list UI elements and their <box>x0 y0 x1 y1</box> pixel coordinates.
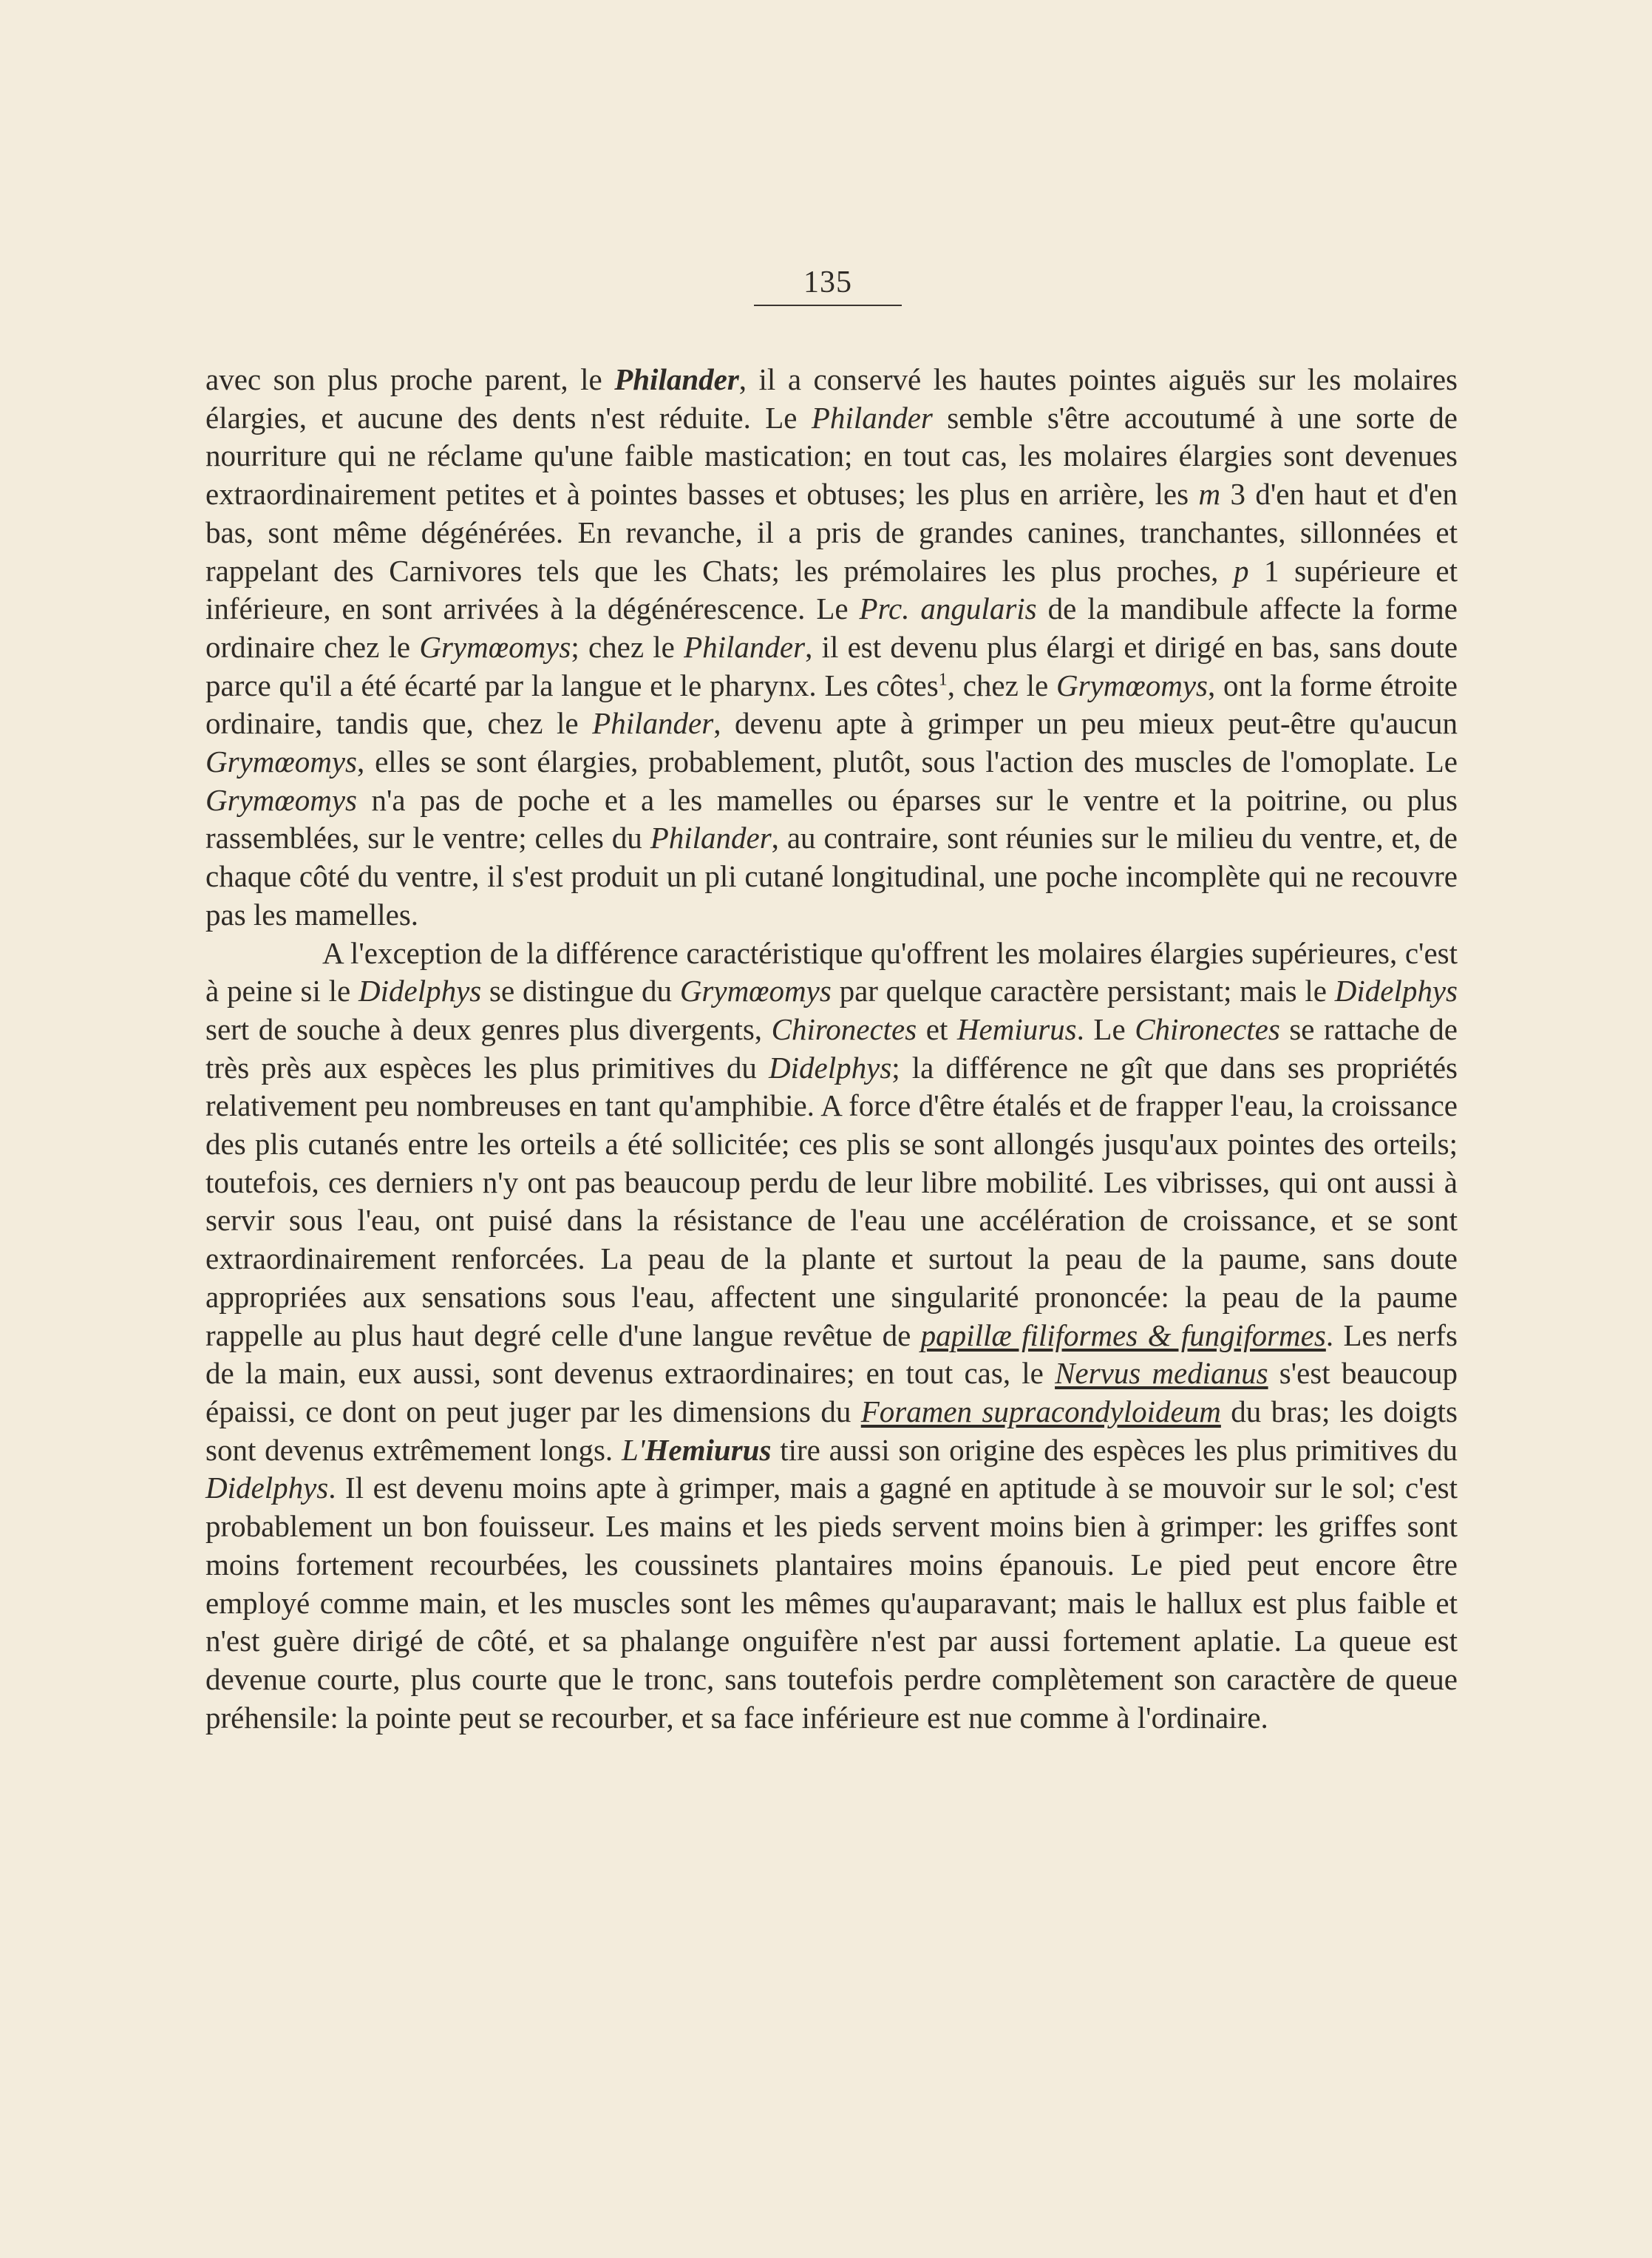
text-segment: , il est devenu plus élargi et dirigé en bas, sans doute parce qu'il a été écarté par la langue et le pharynx. Les côtes <box>205 629 1458 702</box>
text-segment: Didelphys <box>358 974 482 1008</box>
text-segment: Chironectes <box>771 1011 917 1046</box>
text-segment: m <box>1198 477 1221 512</box>
text-segment: se distingue du <box>481 974 680 1008</box>
text-segment: se rattache de très près aux espèces les plus primitives du <box>205 1011 1458 1085</box>
text-segment: tire aussi son origine des espèces les plus primitives du <box>771 1432 1458 1467</box>
text-segment: . Le <box>1076 1011 1135 1046</box>
header-rule <box>754 305 902 306</box>
text-segment: , chez le <box>947 668 1056 702</box>
text-segment: Philander <box>650 821 772 855</box>
text-segment: p <box>1233 553 1249 588</box>
text-segment: Grymœomys <box>205 782 357 817</box>
text-segment: de la mandibule affecte la forme ordinaire chez le <box>205 591 1458 664</box>
text-segment: Chironectes <box>1135 1011 1280 1046</box>
text-segment: , devenu apte à grimper un peu mieux peut-être qu'aucun <box>713 706 1458 741</box>
text-segment: Philander <box>684 629 806 664</box>
text-segment: 1 supérieure et inférieure, en sont arrivées à la dégénérescence. Le <box>205 553 1458 626</box>
body-text <box>205 361 1458 1737</box>
text-segment: sert de souche à deux genres plus divergents, <box>205 1011 772 1046</box>
text-segment: A l'exception de la différence caractéristique qu'offrent les molaires élargies supérieures, c'est à peine si le <box>205 935 1458 1008</box>
text-segment: Grymœomys <box>205 745 357 779</box>
text-segment: Hemiurus <box>956 1011 1077 1046</box>
text-segment: , elles se sont élargies, probablement, plutôt, sous l'action des muscles de l'omoplate. Le <box>356 745 1458 779</box>
text-segment: ; la différence ne gît que dans ses propriétés relativement peu nombreuses en tant qu'amphibie. A force d'être étalés et de frapper l'eau, la croissance des plis cutanés entre les orteils a été sollicitée; ces plis se sont allongés jusqu'aux pointes des orteils; toutefois, ces derniers n'y ont pas beaucoup perdu de leur libre mobilité. Les vibrisses, qui ont aussi à servir sous l'eau, ont puisé dans la résistance de l'eau une accélération de croissance, et se sont extraordinairement renforcées. La peau de la plante et surtout la peau de la paume, sans doute appropriées aux sensations sous l'eau, affectent une singularité prononcée: la peau de la paume rappelle au plus haut degré celle d'une langue revêtue de <box>205 1050 1458 1352</box>
text-segment: semble s'être accoutumé à une sorte de nourriture qui ne réclame qu'une faible mastication; en tout cas, les molaires élargies sont devenues extraordinairement petites et à pointes basses et obtuses; les plus en arrière, les <box>205 400 1458 512</box>
text-segment: Didelphys <box>1334 974 1458 1008</box>
page-number: 135 <box>803 265 852 299</box>
text-segment: n'a pas de poche et a les mamelles ou éparses sur le ventre et la poitrine, ou plus rassemblées, sur le ventre; celles du <box>205 782 1458 855</box>
text-segment: s'est beaucoup épaissi, ce dont on peut juger par les dimensions du <box>205 1356 1458 1428</box>
text-segment: Hemiurus <box>645 1432 772 1467</box>
text-segment: Grymœomys <box>419 629 571 664</box>
text-segment: Nervus medianus <box>1055 1356 1268 1391</box>
text-segment: , ont la forme étroite ordinaire, tandis que, chez le <box>205 668 1458 741</box>
text-segment: Philander <box>811 400 933 435</box>
text-segment: , au contraire, sont réunies sur le milieu du ventre, et, de chaque côté du ventre, il s'est produit un pli cutané longitudinal, une poche incomplète qui ne recouvre pas les mamelles. <box>205 821 1458 932</box>
text-segment: Foramen supracondyloideum <box>860 1394 1221 1428</box>
text-segment: Grymœomys <box>679 974 832 1008</box>
text-segment: Philander <box>592 706 714 741</box>
text-segment: ; chez le <box>571 629 684 664</box>
text-segment: L' <box>621 1432 645 1467</box>
text-segment: Grymœomys <box>1056 668 1208 702</box>
text-segment: et <box>917 1011 957 1046</box>
text-segment: par quelque caractère persistant; mais le <box>831 974 1335 1008</box>
text-segment: du bras; les doigts sont devenus extrêmement longs. <box>205 1394 1458 1467</box>
text-segment: , il a conservé les hautes pointes aiguës sur les molaires élargies, et aucune des dents n'est réduite. Le <box>205 362 1458 435</box>
text-segment: Prc. angularis <box>859 591 1037 626</box>
text-segment: Didelphys <box>769 1050 892 1085</box>
text-segment: 3 d'en haut et d'en bas, sont même dégénérées. En revanche, il a pris de grandes canines, tranchantes, sillonnées et rappelant des Carnivores tels que les Chats; les prémolaires les plus proches, <box>205 477 1458 588</box>
text-segment: . Il est devenu moins apte à grimper, mais a gagné en aptitude à se mouvoir sur le sol; c'est probablement un bon fouisseur. Les mains et les pieds servent moins bien à grimper: les griffes sont moins fortement recourbées, les coussinets plantaires moins épanouis. Le pied peut encore être employé comme main, et les muscles sont les mêmes qu'auparavant; mais le hallux est plus faible et n'est guère dirigé de côté, et sa phalange onguifère n'est par aussi fortement aplatie. La queue est devenue courte, plus courte que le tronc, sans toutefois perdre complètement son caractère de queue préhensile: la pointe peut se recourber, et sa face inférieure est nue comme à l'ordinaire. <box>205 1471 1458 1735</box>
text-segment: . Les nerfs de la main, eux aussi, sont devenus extraordinaires; en tout cas, le <box>205 1318 1458 1391</box>
text-segment: avec son plus proche parent, le <box>205 362 615 396</box>
text-segment: 1 <box>938 669 948 689</box>
text-segment: Didelphys <box>205 1471 329 1505</box>
text-segment: Philander <box>614 362 739 396</box>
paragraph <box>205 361 1458 935</box>
paragraph <box>205 935 1458 1737</box>
text-segment: papillæ filiformes & fungiformes <box>920 1318 1326 1352</box>
